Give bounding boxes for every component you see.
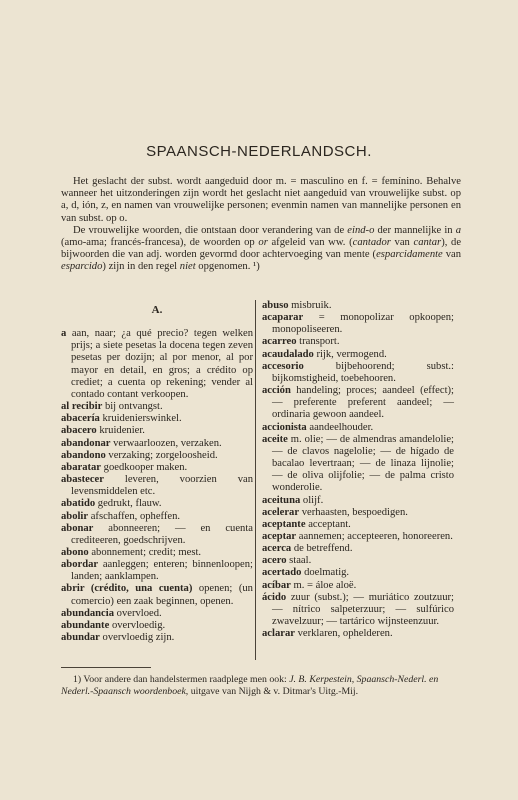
dictionary-entry [61, 511, 253, 523]
entry-headword: abrir (crédito, una cuenta) [61, 583, 193, 595]
dictionary-entry [262, 300, 454, 312]
entry-headword: accesorio [262, 360, 304, 372]
dictionary-entry [61, 632, 253, 644]
entry-headword: abundante [61, 619, 110, 631]
entry-definition: handeling; proces; aandeel (effect); — preferente preferent aandeel; — ordinaria gewoon aandeel. [272, 385, 454, 421]
dictionary-entry [262, 580, 454, 592]
entry-headword: aceituna [262, 494, 301, 506]
footnote [61, 674, 461, 697]
entry-definition: olijf. [300, 494, 324, 506]
dictionary-entry [262, 519, 454, 531]
entry-definition: verklaren, ophelderen. [294, 628, 393, 640]
entry-definition: openen; (un comercio) een zaak beginnen, openen. [71, 583, 253, 607]
entry-headword: abuso [262, 300, 289, 311]
entry-headword: aceite [262, 433, 288, 445]
entry-headword: abono [61, 546, 89, 558]
dictionary-entry [262, 507, 454, 519]
entry-headword: abandonar [61, 437, 111, 449]
dictionary-entry [61, 450, 253, 462]
dictionary-entry [262, 628, 454, 640]
entry-headword: acaparar [262, 312, 304, 324]
dictionary-entry [61, 425, 253, 437]
dictionary-entry [262, 543, 454, 555]
dictionary-entry [61, 401, 253, 413]
entry-headword: abacero [61, 425, 97, 437]
entry-definition: overvloedig. [109, 619, 166, 631]
dictionary-entry [262, 385, 454, 421]
dictionary-entry [262, 495, 454, 507]
entry-headword: acarreo [262, 336, 297, 348]
dictionary-entry [61, 583, 253, 607]
left-entry-list [61, 328, 253, 644]
entry-headword: acertado [262, 567, 302, 579]
entry-definition: rijk, vermogend. [313, 348, 387, 360]
dictionary-entry [61, 328, 253, 401]
entry-headword: acción [262, 385, 291, 397]
entry-definition: misbruik. [288, 300, 332, 311]
dictionary-entry [262, 422, 454, 434]
entry-definition: aannemen; accepteeren, honoreeren. [296, 530, 453, 542]
entry-definition: aandeelhouder. [306, 421, 374, 433]
dictionary-entry [262, 312, 454, 336]
dictionary-entry [61, 547, 253, 559]
dictionary-entry [61, 498, 253, 510]
entry-definition: overvloed. [114, 607, 162, 619]
footnote-rule [61, 667, 151, 668]
page-title: SPAANSCH-NEDERLANDSCH. [146, 143, 372, 160]
dictionary-entry [262, 592, 454, 628]
entry-definition: bij ontvangst. [102, 401, 163, 413]
dictionary-entry [61, 620, 253, 632]
dictionary-entry [61, 559, 253, 583]
dictionary-entry [61, 413, 253, 425]
intro-paragraph-2: De vrouwelijke woorden, die ontstaan door verandering van de eind-o der mannelijke in a (amo-ama; francés-francesa), de woorden op or afgeleid van ww. (cantador van cantar), de bijwoorden die van adj. worden gevormd door achtervoeging van mente (esparcidamente van esparcido) zijn in den regel niet opgenomen. ¹) [61, 224, 462, 273]
dictionary-entry [262, 361, 454, 385]
entry-headword: acero [262, 555, 287, 567]
dictionary-entry [61, 438, 253, 450]
entry-headword: abatido [61, 498, 96, 510]
entry-headword: abordar [61, 559, 99, 571]
entry-headword: aclarar [262, 628, 295, 640]
entry-headword: al recibir [61, 401, 103, 413]
intro-paragraph-1: Het geslacht der subst. wordt aangeduid door m. = masculino en f. = femínino. Behalve wanneer het uitzonderingen zijn wordt het geslacht niet aangeduid van vrouwelijke subst. op a, d, ión, z, en namen van vrouwelijke personen; evenmin namen van mannelijke personen en van subst. op o. [61, 176, 461, 224]
entry-definition: overvloedig zijn. [99, 632, 175, 644]
entry-definition: afschaffen, opheffen. [88, 510, 181, 522]
entry-headword: acaudalado [262, 348, 314, 360]
entry-definition: acceptant. [305, 518, 351, 530]
entry-definition: m. = áloe aloë. [290, 579, 357, 591]
entry-headword: abolir [61, 510, 89, 522]
entry-headword: accionista [262, 421, 307, 433]
dictionary-entry [61, 474, 253, 498]
dictionary-entry [262, 434, 454, 495]
left-column [61, 300, 253, 644]
entry-headword: abaratar [61, 461, 102, 473]
footnote-text: 1) Voor andere dan handelstermen raadplege men ook: J. B. Kerpestein, Spaansch-Nederl. en Nederl.-Spaansch woordenboek, uitgave van Nijgh & v. Ditmar's Uitg.-Mij. [61, 674, 439, 697]
entry-definition: m. olie; — de almendras amandelolie; — de clavos nagelolie; — de hígado de bacalao levertraan; — de linaza lijnolie; — de oliva olijfolie; — de palma cristo wonderolie. [272, 433, 454, 494]
entry-definition: bijbehoorend; subst.: bijkomstigheid, toebehooren. [272, 360, 454, 384]
intro-text [61, 176, 461, 274]
dictionary-entry [262, 349, 454, 361]
entry-headword: acíbar [262, 579, 291, 591]
dictionary-entry [262, 531, 454, 543]
entry-headword: abandono [61, 449, 106, 461]
entry-definition: aan, naar; ¿a qué precio? tegen welken prijs; a siete pesetas la docena tegen zeven pesetas per dozijn; al por menor, al por mayor en detail, en gros; a crédito op crediet; a cuenta op rekening; vender al contado contant verkoopen. [66, 328, 253, 400]
entry-definition: abonneeren; — en cuenta crediteeren, goedschrijven. [71, 522, 253, 546]
entry-definition: doelmatig. [301, 567, 350, 579]
dictionary-entry [262, 567, 454, 579]
entry-headword: abonar [61, 522, 94, 534]
entry-headword: aceptar [262, 530, 297, 542]
entry-definition: verhaasten, bespoedigen. [299, 506, 408, 518]
entry-definition: aanleggen; enteren; binnenloopen; landen; aanklampen. [71, 559, 253, 583]
entry-definition: leveren, voorzien van levensmiddelen etc. [71, 474, 253, 498]
letter-heading: A. [151, 304, 163, 316]
dictionary-entry [262, 555, 454, 567]
entry-definition: zuur (subst.); — muriático zoutzuur; — nítrico salpeterzuur; — sulfúrico zwavelzuur; — tartárico wijnsteenzuur. [272, 591, 454, 628]
entry-definition: staal. [286, 555, 312, 567]
entry-definition: = monopolizar opkoopen; monopoliseeren. [272, 312, 454, 336]
entry-definition: kruidenierswinkel. [99, 413, 182, 425]
entry-definition: verzaking; zorgeloosheid. [105, 449, 218, 461]
entry-headword: abastecer [61, 474, 104, 486]
column-divider [255, 300, 256, 660]
entry-headword: acerca [262, 543, 292, 555]
entry-definition: goedkooper maken. [101, 461, 188, 473]
dictionary-entry [61, 523, 253, 547]
entry-definition: kruidenier. [96, 425, 145, 437]
right-entry-list [262, 300, 454, 640]
entry-definition: de betreffend. [291, 543, 353, 555]
dictionary-entry [262, 336, 454, 348]
entry-definition: transport. [296, 336, 340, 348]
entry-definition: verwaarloozen, verzaken. [110, 437, 222, 449]
entry-definition: gedrukt, flauw. [95, 498, 162, 510]
dictionary-entry [61, 608, 253, 620]
entry-headword: abundancia [61, 607, 114, 619]
entry-headword: abundar [61, 632, 100, 644]
entry-definition: abonnement; credit; mest. [88, 546, 202, 558]
dictionary-entry [61, 462, 253, 474]
entry-headword: a [61, 328, 67, 340]
entry-headword: ácido [262, 591, 287, 603]
entry-headword: aceptante [262, 518, 306, 530]
right-column [262, 300, 454, 640]
entry-headword: acelerar [262, 506, 300, 518]
entry-headword: abacería [61, 413, 100, 425]
